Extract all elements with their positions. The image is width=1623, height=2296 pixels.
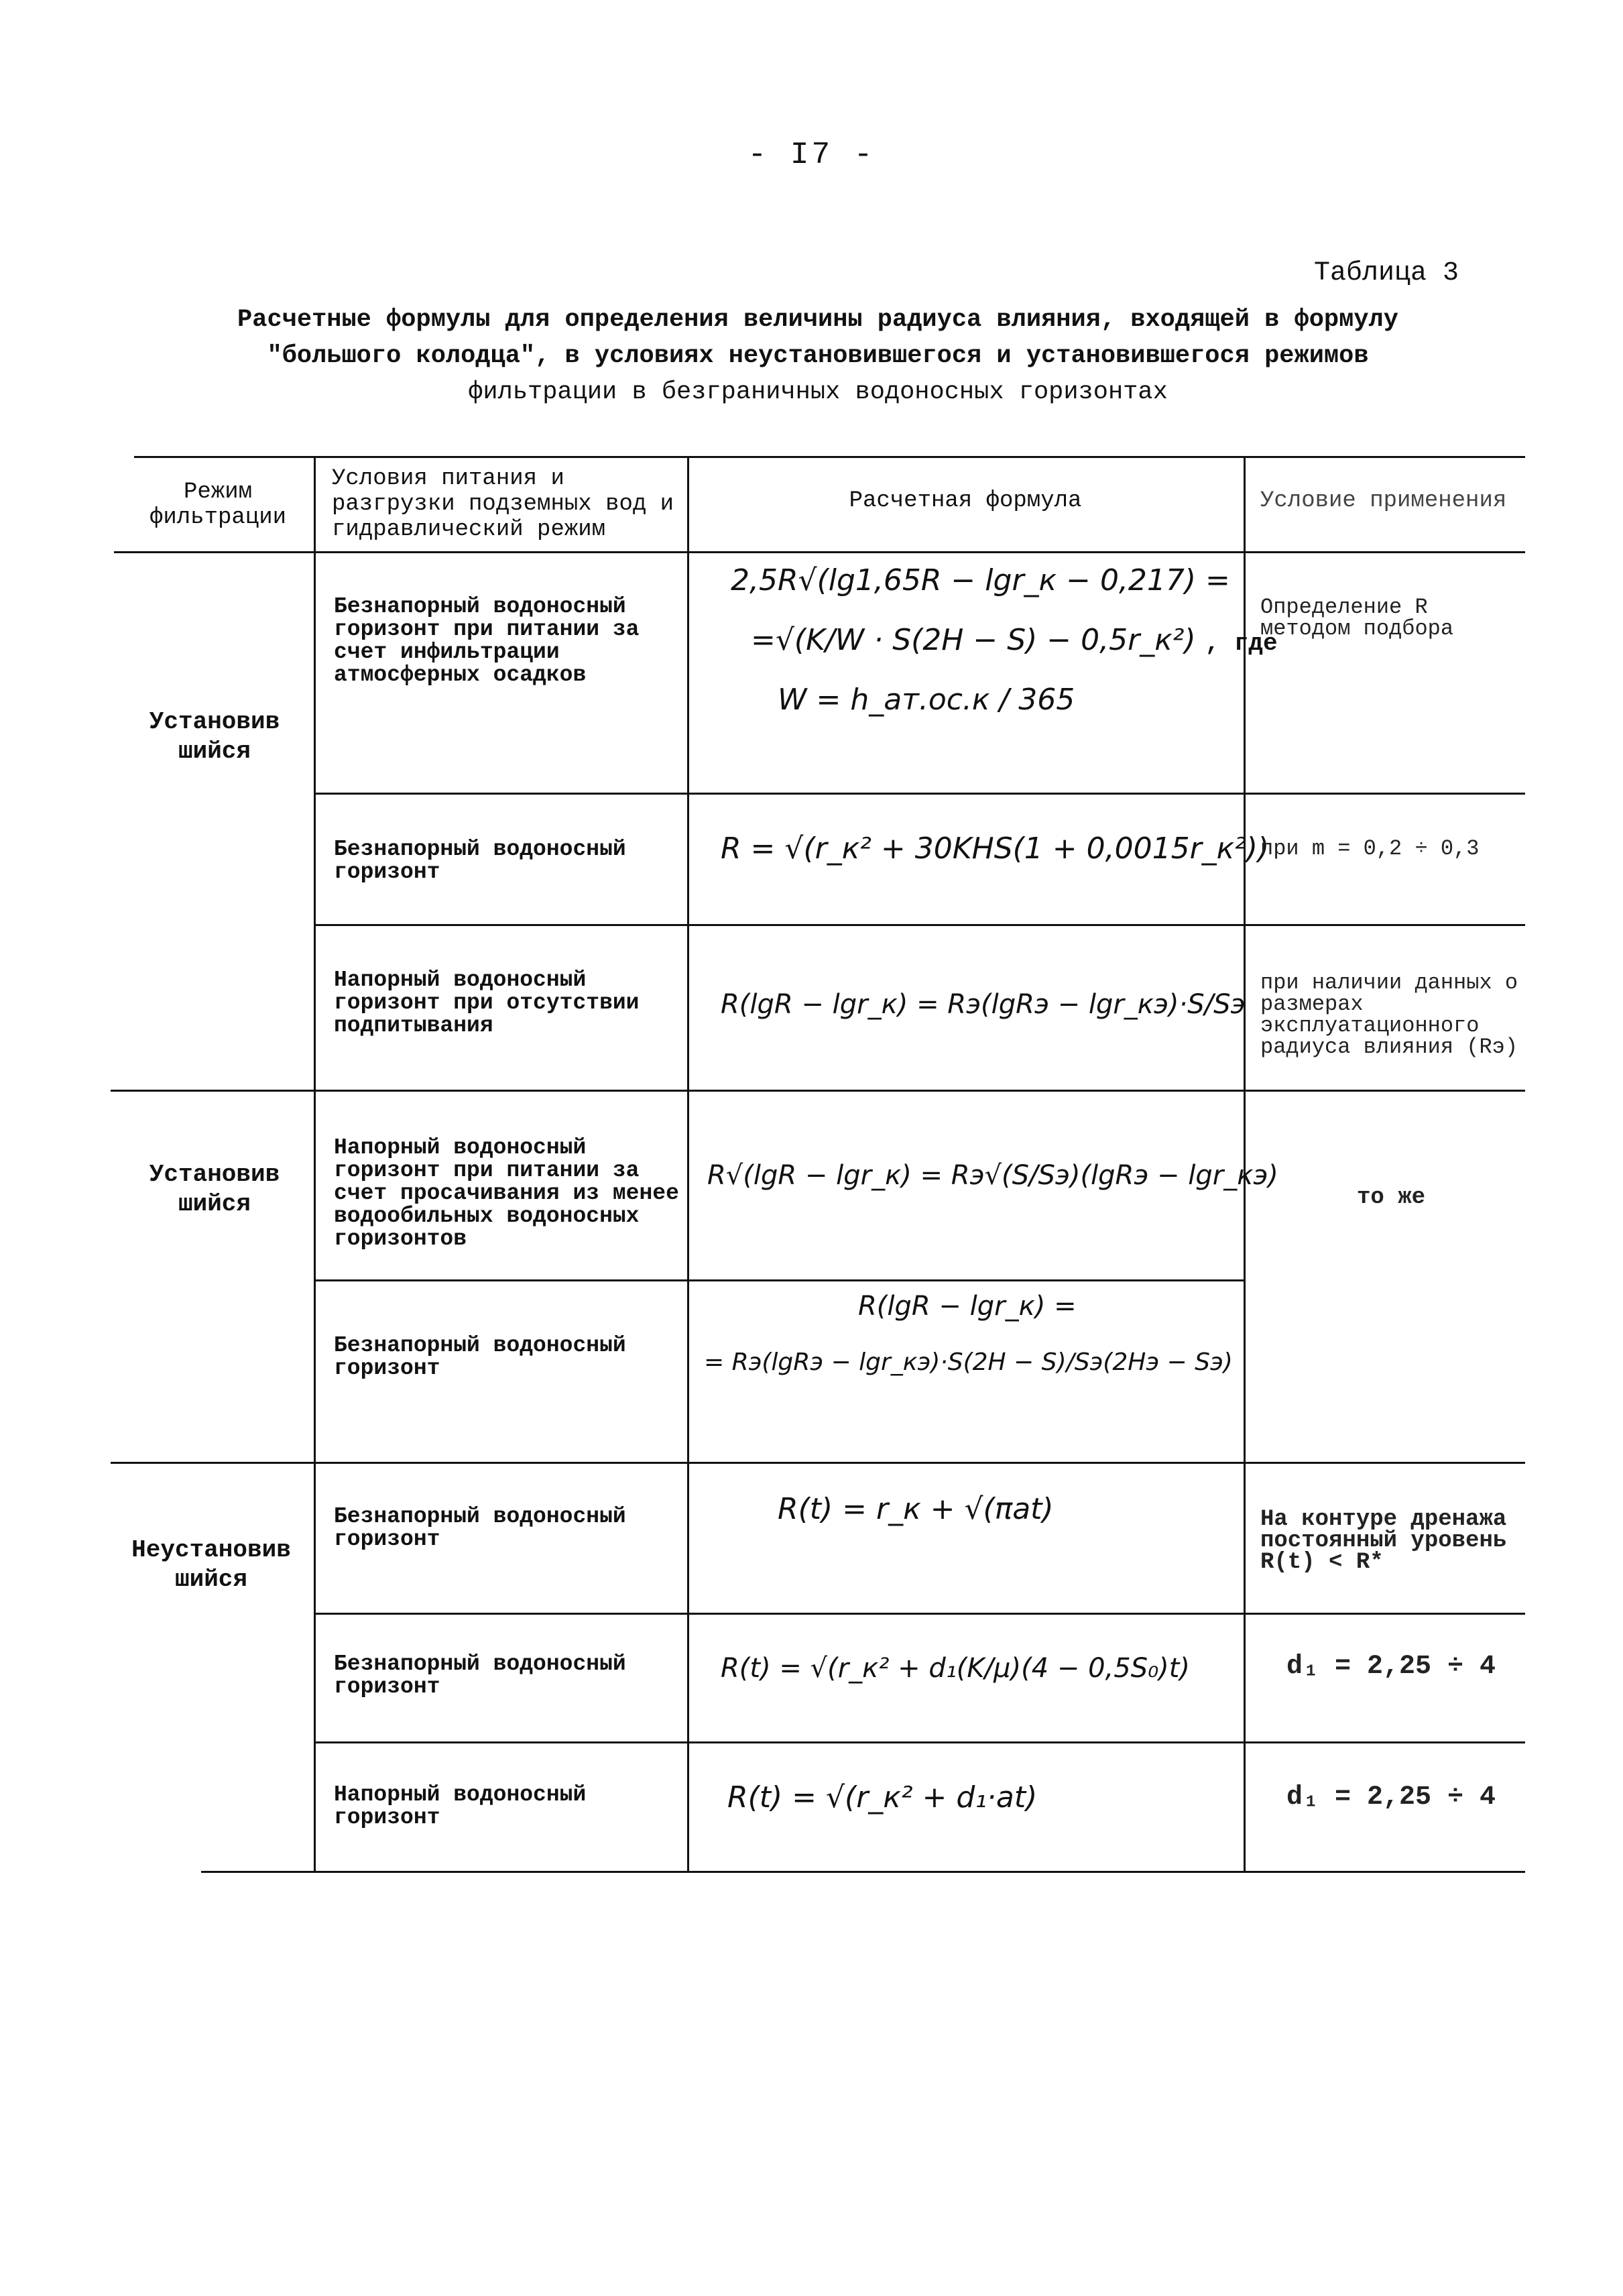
header-formula-text: Расчетная формула — [849, 488, 1082, 514]
formula-line: R(t) = √(r_к² + d₁·at) — [727, 1780, 1038, 1815]
row-divider — [315, 924, 1525, 926]
row-condition — [334, 1784, 682, 1829]
row-condition-text: Безнапорный водоносный горизонт — [334, 1333, 626, 1381]
caption-line-1: Расчетные формулы для определения величины радиуса влияния, входящей в формулу — [237, 306, 1398, 334]
formula-line: = Rэ(lgRэ − lgr_кэ)·S(2H − S)/Sэ(2Hэ − Sэ) — [704, 1348, 1233, 1376]
formula-line: R√(lgR − lgr_к) = Rэ√(S/Sэ)(lgRэ − lgr_кэ) — [707, 1160, 1278, 1191]
row-note-text: при наличии данных о размерах эксплуатационного радиуса влияния (Rэ) — [1260, 972, 1518, 1058]
regime-label-text: Установившийся — [149, 1161, 280, 1218]
row-condition — [334, 595, 682, 687]
row-divider — [315, 1741, 1525, 1743]
row-note — [1260, 1187, 1522, 1208]
row-condition — [334, 1334, 682, 1380]
row-formula — [707, 1160, 1278, 1191]
row-condition-text: Безнапорный водоносный горизонт при питании за счет инфильтрации атмосферных осадков — [334, 594, 640, 687]
row-formula — [727, 1780, 1237, 1815]
row-note-text: Определение R методом подбора — [1260, 597, 1454, 640]
table-rule-top — [134, 456, 1525, 458]
row-note — [1260, 1652, 1522, 1682]
formula-line: R(lgR − lgr_к) = Rэ(lgRэ − lgr_кэ)·S/Sэ — [721, 989, 1246, 1020]
header-applicability-text: Условие применения — [1260, 488, 1507, 514]
row-condition-text: Напорный водоносный горизонт при питании за счет просачивания из менее водообильных водоносных горизонтов — [334, 1135, 679, 1251]
regime-label-text: Установившийся — [149, 708, 280, 765]
row-condition — [334, 1653, 682, 1699]
row-formula — [731, 563, 1278, 717]
formula-line: R = √(r_к² + 30KHS(1 + 0,0015r_к²)) — [721, 831, 1270, 866]
regime-label — [114, 1536, 308, 1595]
row-formula — [704, 1291, 1240, 1376]
formula-line: =√(K/W · S(2H − S) − 0,5r_к²) — [751, 623, 1196, 657]
row-divider — [315, 1279, 1244, 1281]
table-label: Таблица 3 — [1313, 258, 1459, 288]
row-note-text: d₁ = 2,25 ÷ 4 — [1286, 1782, 1496, 1813]
group-divider — [111, 1090, 1525, 1092]
header-applicability — [1260, 488, 1522, 514]
row-condition-text: Напорный водоносный горизонт — [334, 1782, 587, 1830]
row-note-text: d₁ = 2,25 ÷ 4 — [1286, 1652, 1496, 1682]
table-rule-bottom — [201, 1871, 1525, 1873]
group-divider — [111, 1462, 1525, 1464]
formula-line: R(t) = √(r_к² + d₁(K/μ)(4 − 0,5S₀)t) — [721, 1653, 1191, 1684]
row-note-text: На контуре дренажа постоянный уровень R(t) < R* — [1260, 1507, 1507, 1575]
regime-label — [124, 707, 305, 766]
row-note — [1260, 1782, 1522, 1813]
formula-line: W = h_ат.ос.к / 365 — [778, 683, 1075, 717]
header-regime-text: Режим фильтрации — [149, 479, 287, 530]
formula-line: R(lgR − lgr_к) = — [858, 1291, 1077, 1322]
regime-label-text: Неустановившийся — [131, 1536, 291, 1593]
row-condition-text: Напорный водоносный горизонт при отсутствии подпитывания — [334, 968, 640, 1038]
row-note — [1260, 1509, 1522, 1573]
row-note — [1260, 838, 1522, 860]
row-formula — [721, 989, 1246, 1020]
row-formula — [721, 1653, 1237, 1684]
row-divider — [315, 793, 1525, 795]
row-note — [1260, 972, 1522, 1058]
row-formula — [778, 1492, 1234, 1526]
regime-label — [124, 1160, 305, 1219]
row-condition-text: Безнапорный водоносный горизонт — [334, 837, 626, 884]
row-condition — [334, 1505, 682, 1551]
row-divider — [315, 1613, 1525, 1615]
caption-line-3: фильтрации в безграничных водоносных горизонтах — [468, 378, 1168, 406]
row-formula — [721, 831, 1270, 866]
row-note — [1260, 597, 1522, 640]
header-formula — [690, 488, 1240, 514]
row-condition-text: Безнапорный водоносный горизонт — [334, 1652, 626, 1699]
header-regime — [127, 479, 308, 530]
col-divider — [314, 456, 316, 1871]
col-divider — [687, 456, 689, 1871]
table-rule-header — [114, 551, 1525, 553]
row-note-text: то же — [1356, 1185, 1426, 1210]
row-condition — [334, 969, 682, 1037]
header-conditions-text: Условия питания и разгрузки подземных вод и гидравлический режим — [332, 466, 674, 542]
row-condition — [334, 1137, 682, 1251]
formula-line: R(t) = r_к + √(πat) — [778, 1492, 1054, 1526]
page-number: - I7 - — [747, 137, 876, 172]
caption-line-2: "большого колодца", в условиях неустановившегося и установившегося режимов — [267, 342, 1369, 370]
row-condition — [334, 838, 682, 884]
row-note-text: при m = 0,2 ÷ 0,3 — [1260, 838, 1480, 860]
table-caption — [134, 302, 1502, 410]
formula-where: , где — [1205, 630, 1278, 657]
row-condition-text: Безнапорный водоносный горизонт — [334, 1504, 626, 1552]
header-conditions — [332, 466, 680, 542]
formula-line: 2,5R√(lg1,65R − lgr_к − 0,217) = — [731, 563, 1230, 597]
